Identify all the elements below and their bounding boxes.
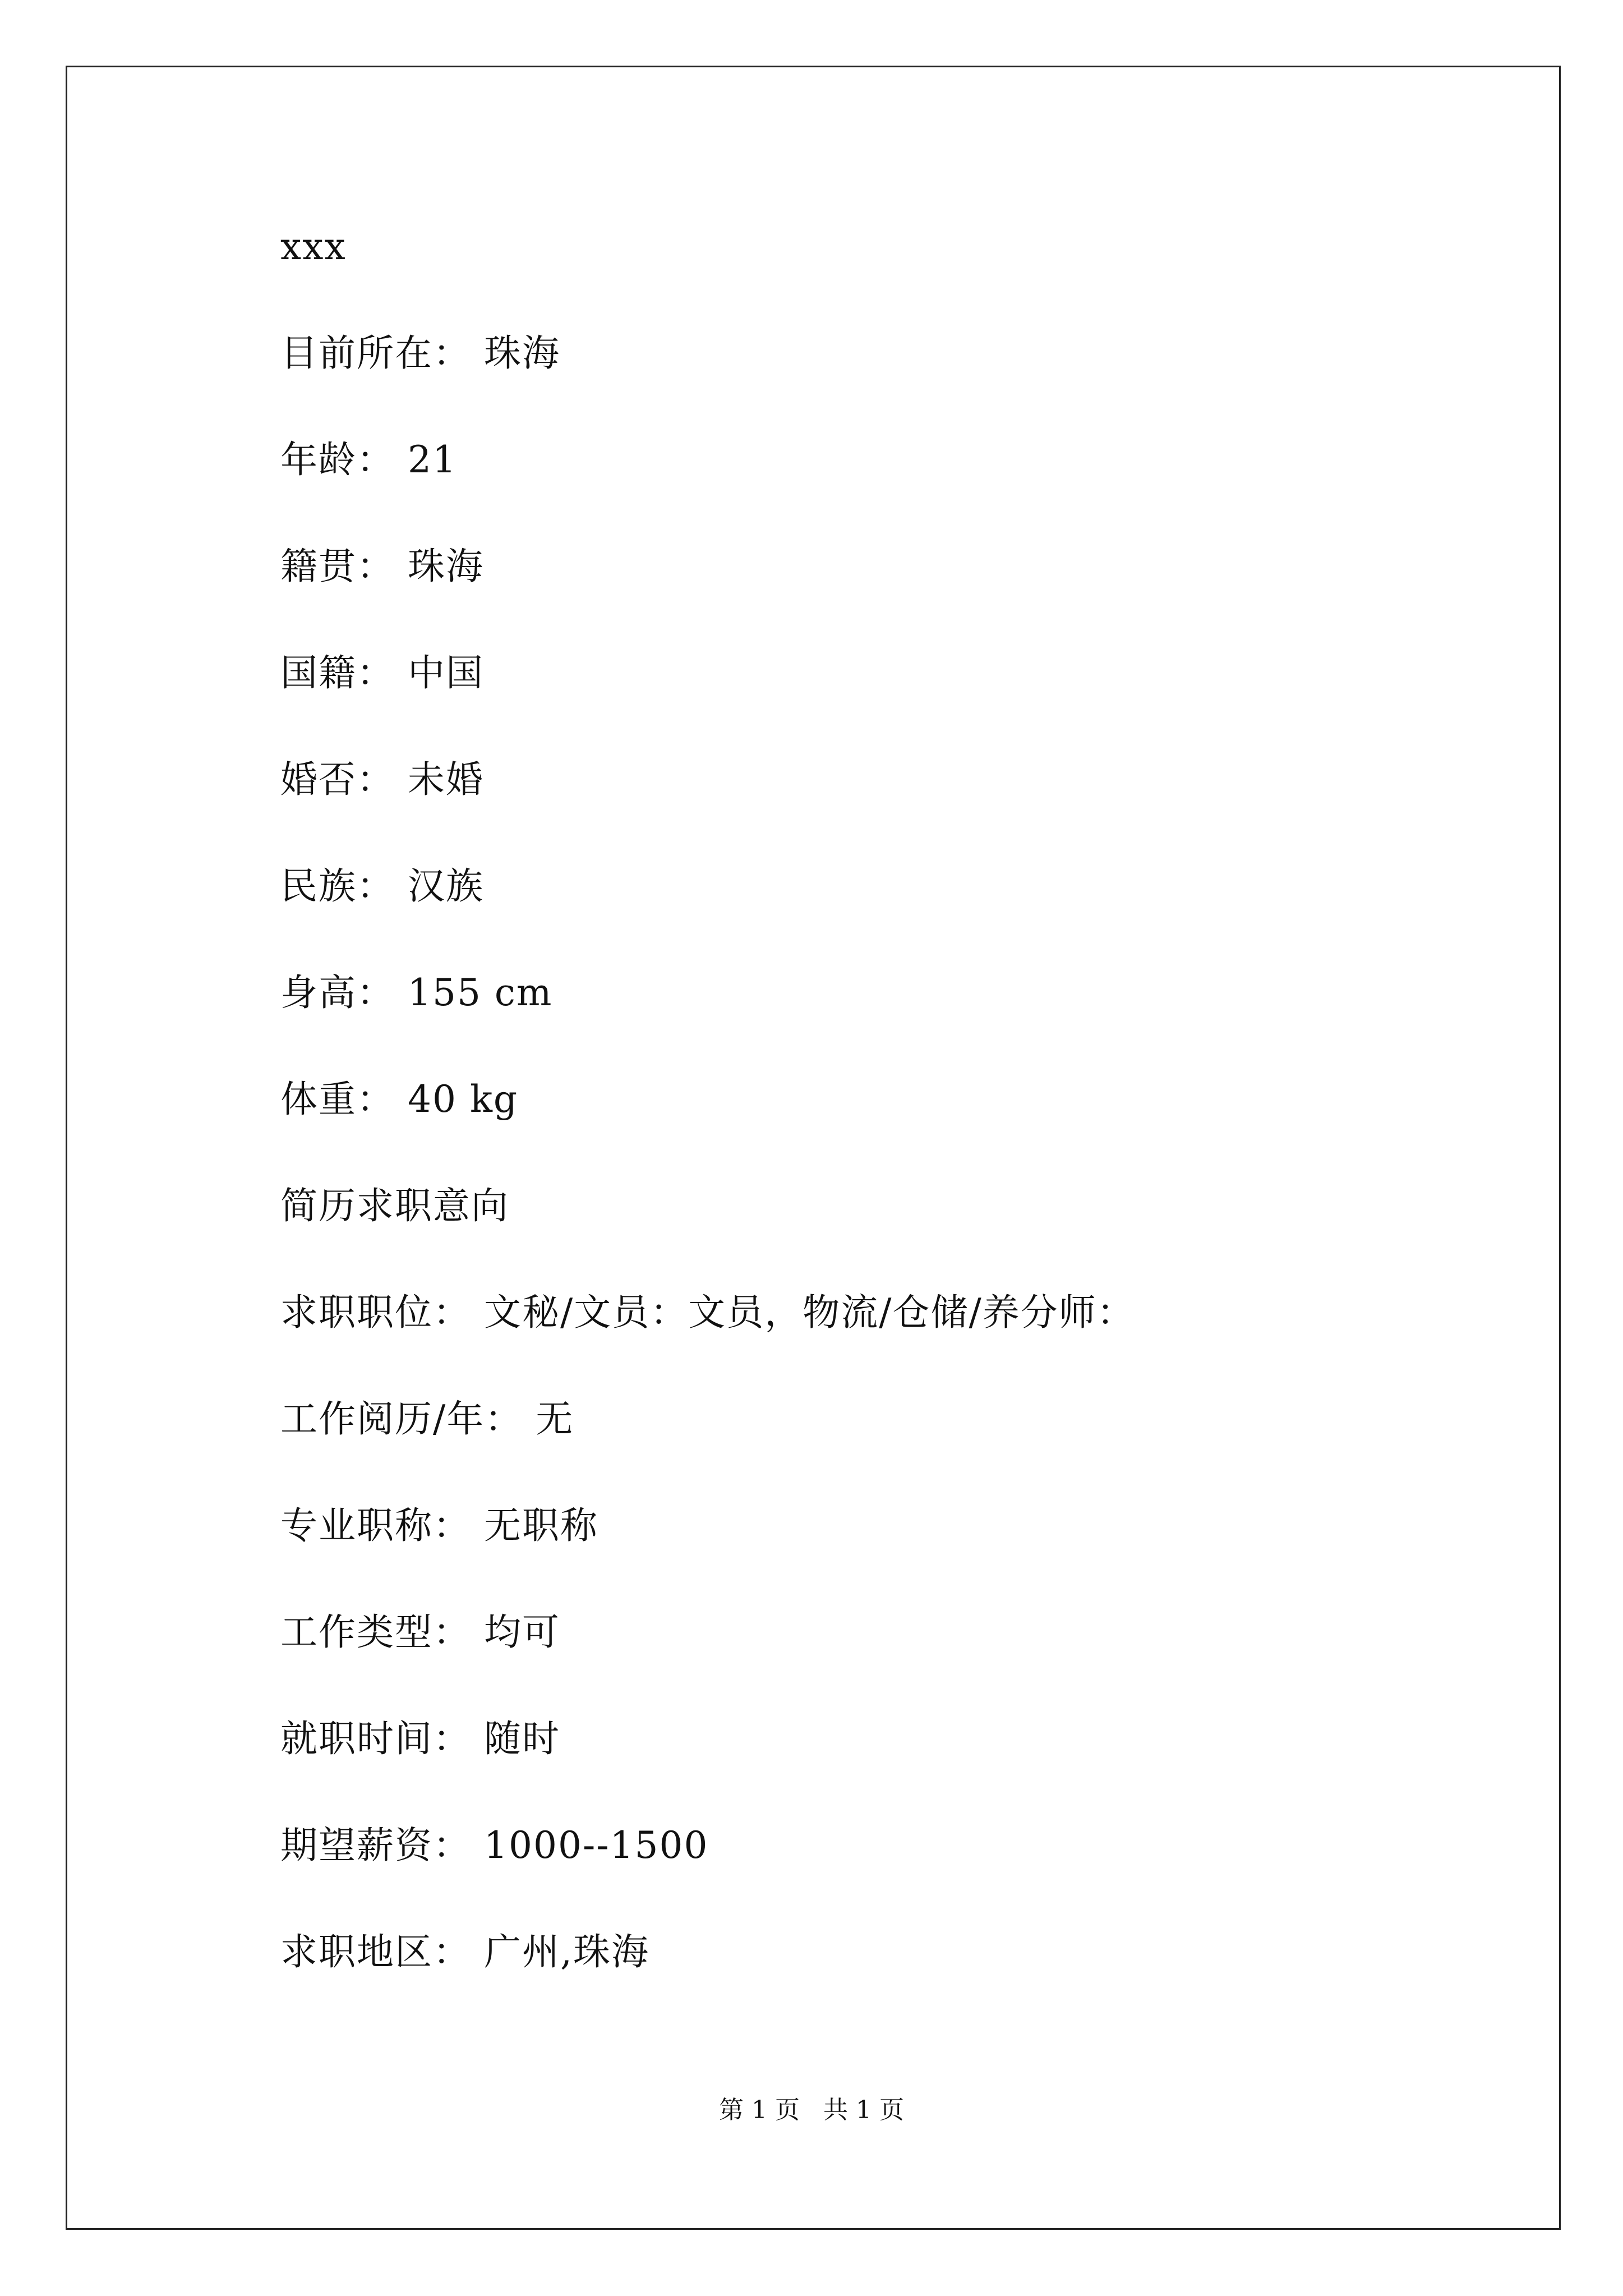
desired-position-line: 求职职位： 文秘/文员：文员，物流/仓储/养分师： (280, 1291, 1135, 1334)
page-footer: 第 1 页 共 1 页 (719, 2096, 904, 2124)
name-line: xxx (280, 225, 347, 268)
page-border (66, 66, 1561, 2230)
weight-line: 体重： 40 kg (280, 1078, 519, 1121)
professional-title-line: 专业职称： 无职称 (280, 1504, 598, 1547)
height-line: 身高： 155 cm (280, 971, 553, 1014)
job-type-line: 工作类型： 均可 (280, 1611, 560, 1654)
nationality-line: 国籍： 中国 (280, 651, 484, 694)
start-time-line: 就职时间： 随时 (280, 1717, 560, 1760)
ethnicity-line: 民族： 汉族 (280, 864, 484, 908)
expected-salary-line: 期望薪资： 1000--1500 (280, 1824, 709, 1867)
age-line: 年龄： 21 (280, 438, 457, 481)
native-place-line: 籍贯： 珠海 (280, 545, 484, 588)
job-region-line: 求职地区： 广州,珠海 (280, 1930, 649, 1973)
marital-status-line: 婚否： 未婚 (280, 758, 484, 801)
section-heading-job-intention: 简历求职意向 (280, 1184, 509, 1227)
current-location-line: 目前所在： 珠海 (280, 332, 560, 375)
work-experience-line: 工作阅历/年： 无 (280, 1397, 574, 1441)
